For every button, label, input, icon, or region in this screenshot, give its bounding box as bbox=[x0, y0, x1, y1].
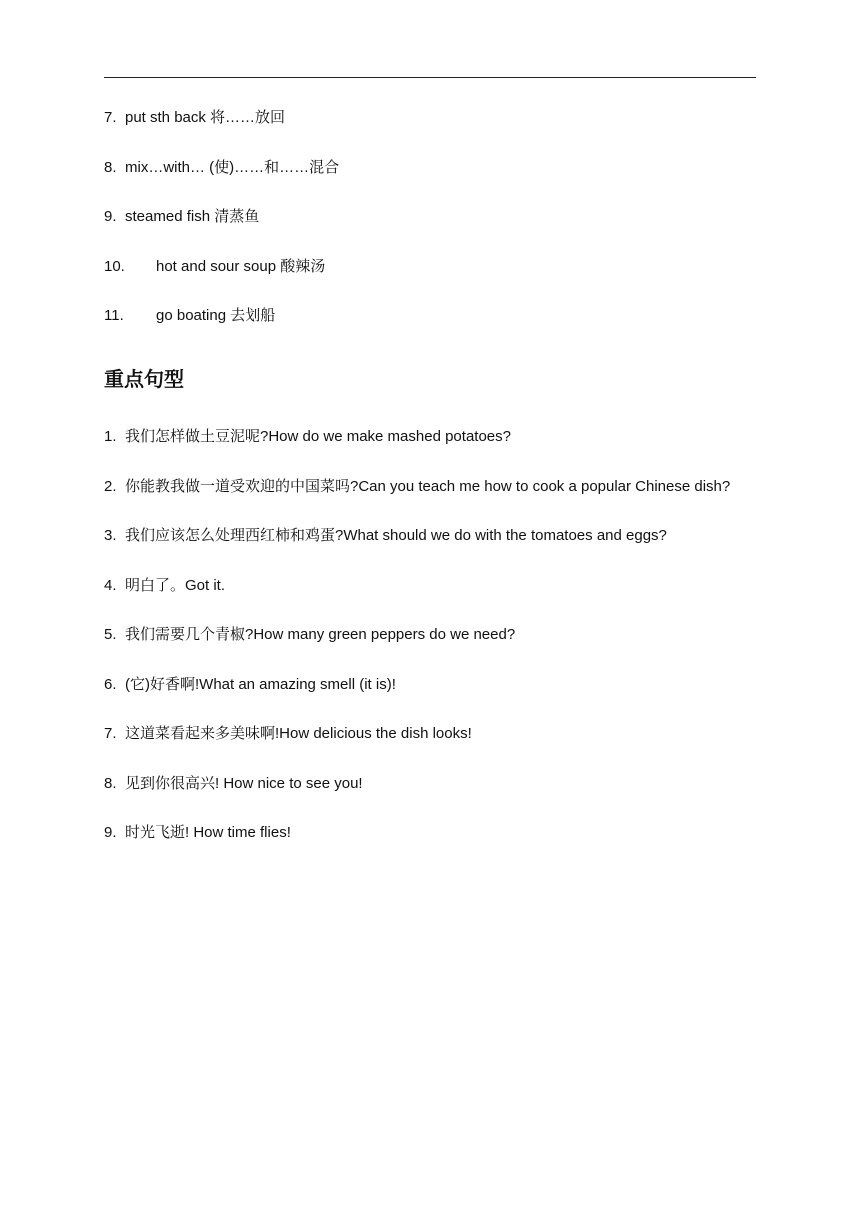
list-item bbox=[104, 623, 756, 647]
item-number: 4. bbox=[104, 576, 117, 594]
list-item bbox=[104, 106, 756, 130]
item-number: 7. bbox=[104, 725, 117, 742]
item-number: 7. bbox=[104, 109, 117, 126]
phrase-list bbox=[104, 106, 756, 354]
list-item bbox=[104, 156, 756, 180]
item-text: mix…with… (使)……和……混合 bbox=[125, 158, 340, 176]
list-item bbox=[104, 821, 756, 845]
item-number: 6. bbox=[104, 675, 117, 693]
item-number: 1. bbox=[104, 428, 117, 445]
item-number: 3. bbox=[104, 527, 117, 544]
item-number: 5. bbox=[104, 626, 117, 643]
item-text: 你能教我做一道受欢迎的中国菜吗?Can you teach me how to cook a popular Chinese dish? bbox=[125, 478, 731, 495]
item-text: 时光飞逝! How time flies! bbox=[125, 824, 291, 841]
list-item bbox=[104, 425, 756, 449]
item-text: go boating 去划船 bbox=[156, 307, 276, 324]
item-text: 这道菜看起来多美味啊!How delicious the dish looks! bbox=[125, 725, 472, 742]
item-text: 见到你很高兴! How nice to see you! bbox=[125, 774, 363, 792]
item-number: 10. bbox=[104, 257, 125, 275]
list-item bbox=[104, 469, 756, 504]
item-text: hot and sour soup 酸辣汤 bbox=[156, 257, 326, 275]
list-item bbox=[104, 304, 756, 328]
list-item bbox=[104, 524, 756, 548]
item-text: 我们怎样做土豆泥呢?How do we make mashed potatoes? bbox=[125, 428, 511, 445]
list-item bbox=[104, 772, 756, 796]
item-text: 我们应该怎么处理西红柿和鸡蛋?What should we do with the tomatoes and eggs? bbox=[125, 527, 667, 544]
item-number: 8. bbox=[104, 158, 117, 176]
item-text: put sth back 将……放回 bbox=[125, 109, 286, 126]
item-text: (它)好香啊!What an amazing smell (it is)! bbox=[125, 675, 396, 693]
item-text: steamed fish 清蒸鱼 bbox=[125, 208, 260, 225]
list-item bbox=[104, 673, 756, 697]
section-heading: 重点句型 bbox=[104, 369, 184, 391]
sentence-list bbox=[104, 425, 756, 871]
header-rule bbox=[104, 77, 756, 78]
list-item bbox=[104, 255, 756, 279]
list-item bbox=[104, 722, 756, 746]
item-number: 11. bbox=[104, 307, 124, 324]
item-number: 9. bbox=[104, 208, 117, 225]
item-text: 我们需要几个青椒?How many green peppers do we need? bbox=[125, 626, 516, 643]
item-text: 明白了。Got it. bbox=[125, 576, 226, 594]
item-number: 2. bbox=[104, 478, 117, 495]
list-item bbox=[104, 205, 756, 229]
item-number: 8. bbox=[104, 774, 117, 792]
list-item bbox=[104, 574, 756, 598]
item-number: 9. bbox=[104, 824, 117, 841]
